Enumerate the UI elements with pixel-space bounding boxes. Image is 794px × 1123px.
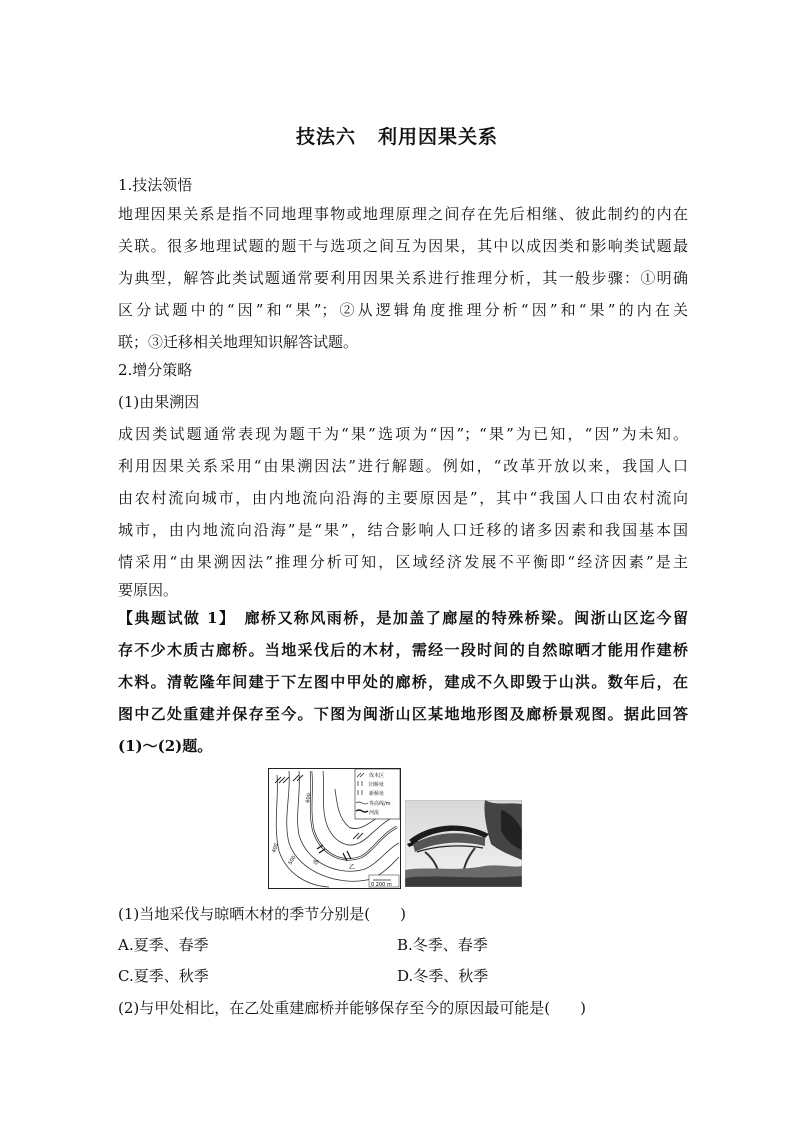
q1-option-b[interactable]: B.冬季、春季 xyxy=(397,936,488,954)
topographic-map xyxy=(268,768,401,889)
example-line: 存不少木质古廊桥。当地采伐后的木材，需经一段时间的自然晾晒才能用作建桥 xyxy=(118,641,688,659)
legend-new-bridge: 新桥址 xyxy=(369,791,385,797)
section-1-line: 区分试题中的“因”和“果”；②从逻辑角度推理分析“因”和“果”的内在关 xyxy=(118,301,688,319)
contour-label-600: 600 xyxy=(305,792,313,804)
section-1-line: 地理因果关系是指不同地理事物或地理原理之间存在先后相继、彼此制约的内在 xyxy=(118,205,688,223)
q1-option-c[interactable]: C.夏季、秋季 xyxy=(118,967,209,985)
legend-river: 河流 xyxy=(369,810,380,816)
section-2-line: 由农村流向城市，由内地流向沿海的主要原因是”，其中“我国人口由农村流向 xyxy=(118,489,688,507)
legend-contour: 等高线/m xyxy=(369,801,391,807)
example-line: 木料。清乾隆年间建于下左图中甲处的廊桥，建成不久即毁于山洪。数年后，在 xyxy=(118,673,688,691)
section-2-line: 要原因。 xyxy=(118,581,179,599)
contour-label-500: 500 xyxy=(287,854,298,866)
section-1-heading: 1.技法领悟 xyxy=(118,176,193,194)
q1-option-a[interactable]: A.夏季、春季 xyxy=(118,936,209,954)
section-2-subheading: (1)由果溯因 xyxy=(118,393,200,411)
section-2-heading: 2.增分策略 xyxy=(118,361,193,379)
legend-forest: 伐木区 xyxy=(369,773,385,779)
section-2-line: 城市，由内地流向沿海”是“果”，结合影响人口迁移的诸多因素和我国基本国 xyxy=(118,521,688,539)
question-2: (2)与甲处相比，在乙处重建廊桥并能够保存至今的原因最可能是( ) xyxy=(118,999,586,1017)
question-1: (1)当地采伐与晾晒木材的季节分别是( ) xyxy=(118,905,406,923)
legend-old-bridge: 旧桥址 xyxy=(369,782,385,788)
section-2-line: 情采用“由果溯因法”推理分析可知，区域经济发展不平衡即“经济因素”是主 xyxy=(118,553,688,571)
section-1-line: 为典型，解答此类试题通常要利用因果关系进行推理分析，其一般步骤：①明确 xyxy=(118,269,688,287)
section-1-line: 联；③迁移相关地理知识解答试题。 xyxy=(118,333,359,351)
title-part2: 利用因果关系 xyxy=(378,126,499,148)
example-line: 【典题试做 1】 廊桥又称风雨桥，是加盖了廊屋的特殊桥梁。闽浙山区迄今留 xyxy=(118,609,688,627)
point-label-jia: 甲 xyxy=(313,860,320,867)
covered-bridge-photo xyxy=(405,800,522,887)
example-line: 图中乙处重建并保存至今。下图为闽浙山区某地地形图及廊桥景观图。据此回答 xyxy=(118,705,688,723)
section-1-line: 关联。很多地理试题的题干与选项之间互为因果，其中以成因类和影响类试题最 xyxy=(118,237,688,255)
q1-option-d[interactable]: D.冬季、秋季 xyxy=(397,967,489,985)
title-part1: 技法六 xyxy=(295,126,356,148)
contour-label-400: 400 xyxy=(271,842,281,854)
section-2-line: 成因类试题通常表现为题干为“果”选项为“因”；“果”为已知，“因”为未知。 xyxy=(118,425,688,443)
example-line: (1)～(2)题。 xyxy=(118,737,213,755)
scale-label: 0 200 m xyxy=(371,882,392,888)
section-2-line: 利用因果关系采用“由果溯因法”进行解题。例如，“改革开放以来，我国人口 xyxy=(118,457,688,475)
page-title xyxy=(0,122,794,149)
point-label-yi: 乙 xyxy=(349,864,356,871)
